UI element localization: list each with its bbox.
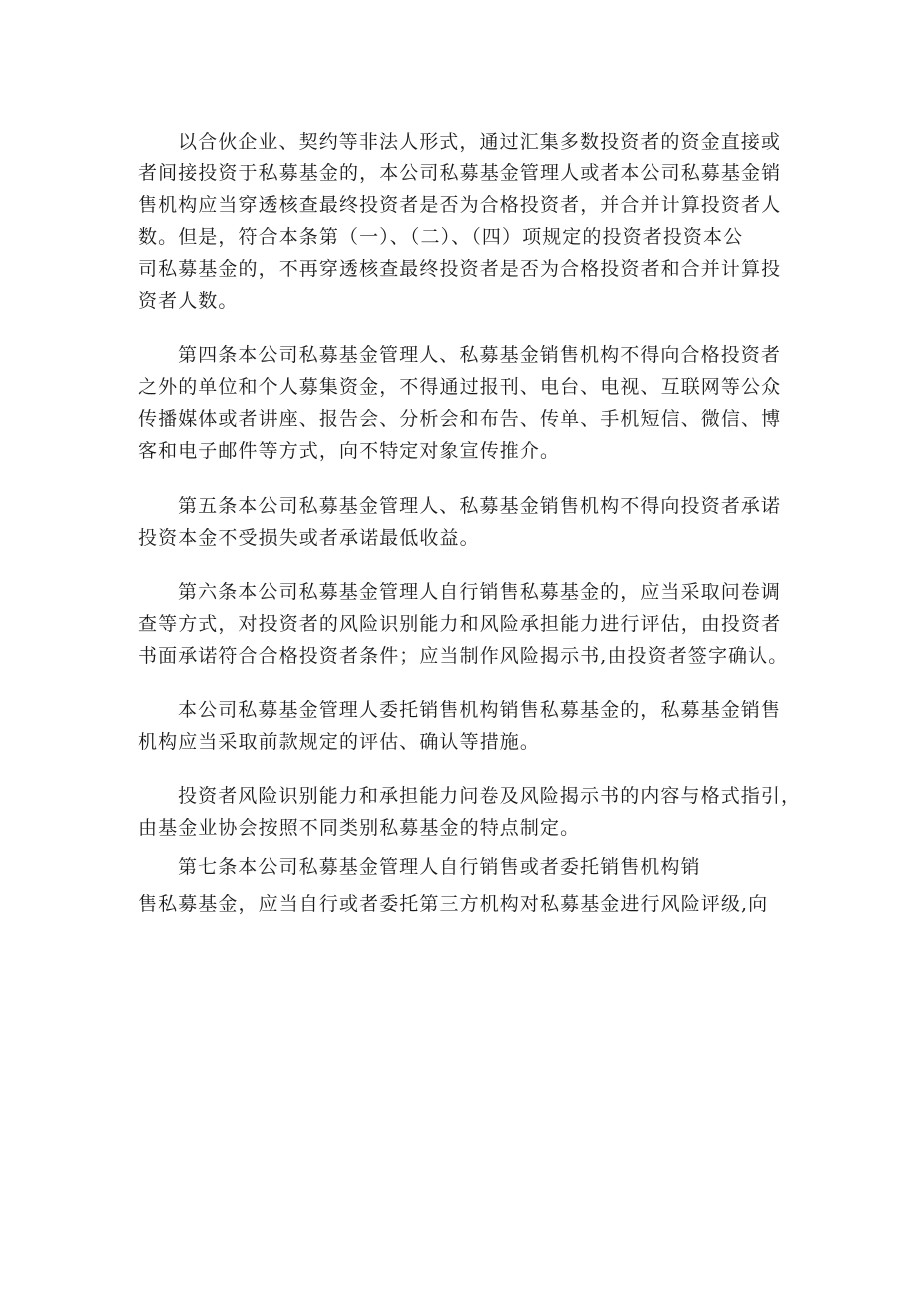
article-4-line-1: 第四条本公司私募基金管理人、私募基金销售机构不得向合格投资者	[178, 344, 782, 366]
article-5-line-1: 第五条本公司私募基金管理人、私募基金销售机构不得向投资者承诺	[178, 495, 782, 517]
paragraph-1-line-1: 以合伙企业、契约等非法人形式，通过汇集多数投资者的资金直接或	[178, 131, 782, 153]
article-6-para-3-line-2: 由基金业协会按照不同类别私募基金的特点制定。	[138, 817, 581, 839]
article-6-para-3-line-1: 投资者风险识别能力和承担能力问卷及风险揭示书的内容与格式指引，	[178, 785, 802, 807]
article-7-line-2: 售私募基金，应当自行或者委托第三方机构对私募基金进行风险评级,向	[138, 893, 769, 915]
article-6-para-2-line-1: 本公司私募基金管理人委托销售机构销售私募基金的，私募基金销售	[178, 699, 782, 721]
article-4-line-2: 之外的单位和个人募集资金，不得通过报刊、电台、电视、互联网等公众	[138, 376, 782, 398]
paragraph-1-line-2: 者间接投资于私募基金的，本公司私募基金管理人或者本公司私募基金销	[138, 162, 782, 184]
article-4-line-4: 客和电子邮件等方式，向不特定对象宣传推介。	[138, 440, 561, 462]
article-7-line-1: 第七条本公司私募基金管理人自行销售或者委托销售机构销	[178, 856, 701, 878]
paragraph-1-line-3: 售机构应当穿透核查最终投资者是否为合格投资者，并合并计算投资者人	[138, 194, 782, 216]
paragraph-1-line-6: 资者人数。	[138, 290, 239, 312]
article-6-para-2-line-2: 机构应当采取前款规定的评估、确认等措施。	[138, 731, 541, 753]
article-6-line-1: 第六条本公司私募基金管理人自行销售私募基金的，应当采取问卷调	[178, 581, 782, 603]
article-6-line-3: 书面承诺符合合格投资者条件；应当制作风险揭示书,由投资者签字确认。	[138, 645, 789, 667]
paragraph-1-line-4: 数。但是，符合本条第（一）、（二）、（四）项规定的投资者投资本公	[138, 226, 744, 248]
article-6-line-2: 查等方式，对投资者的风险识别能力和风险承担能力进行评估，由投资者	[138, 613, 782, 635]
article-5-line-2: 投资本金不受损失或者承诺最低收益。	[138, 527, 480, 549]
article-4-line-3: 传播媒体或者讲座、报告会、分析会和布告、传单、手机短信、微信、博	[138, 408, 782, 430]
paragraph-1-line-5: 司私募基金的，不再穿透核查最终投资者是否为合格投资者和合并计算投	[138, 258, 782, 280]
